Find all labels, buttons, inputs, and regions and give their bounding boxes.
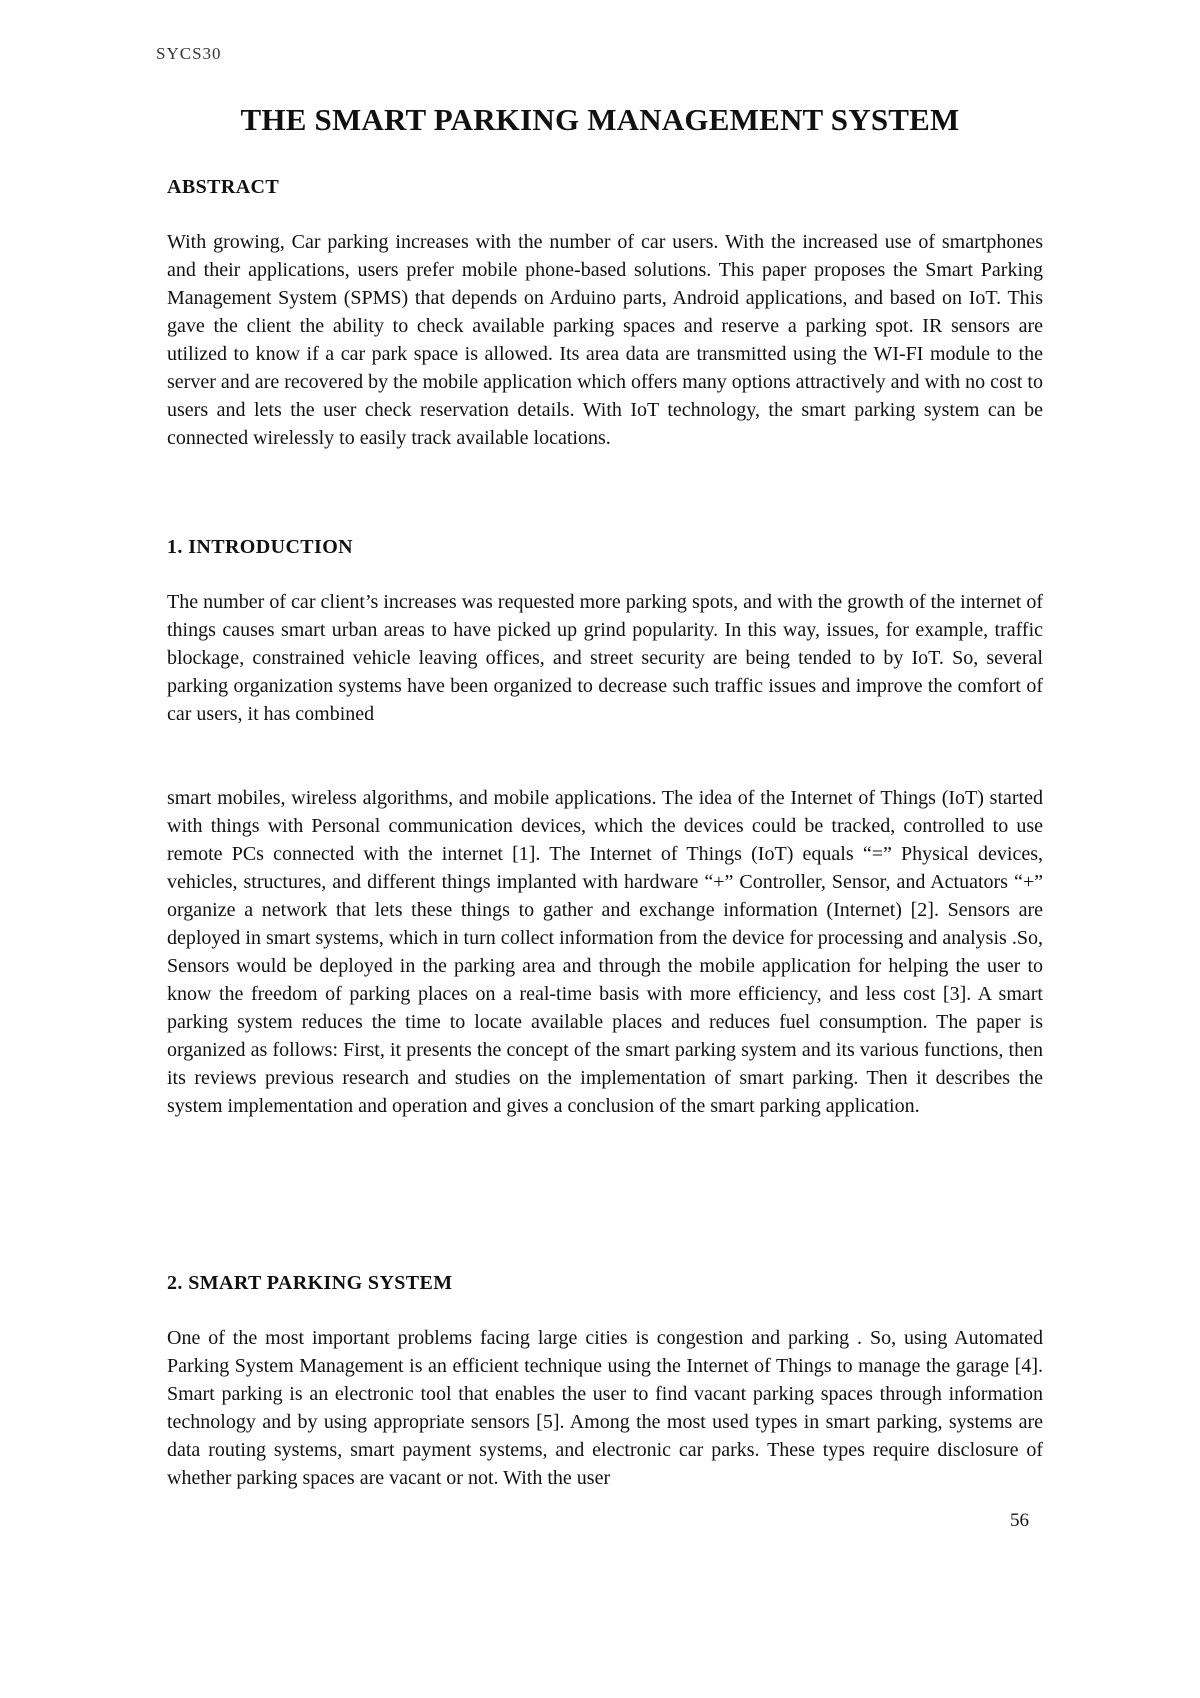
paper-title: THE SMART PARKING MANAGEMENT SYSTEM [240,102,960,137]
introduction-paragraph-2: smart mobiles, wireless algorithms, and mobile applications. The idea of the Internet of Things (IoT) started with things with Personal communication devices, which the devices could be tracked, controlled to use remote PCs connected with the internet [1]. The Internet of Things (IoT) equals “=” Physical devices, vehicles, structures, and different things implanted with hardware “+” Controller, Sensor, and Actuators “+” organize a network that lets these things to gather and exchange information (Internet) [2]. Sensors are deployed in smart systems, which in turn collect information from the device for processing and analysis .So, Sensors would be deployed in the parking area and through the mobile application for helping the user to know the freedom of parking places on a real-time basis with more efficiency, and less cost [3]. A smart parking system reduces the time to locate available places and reduces fuel consumption. The paper is organized as follows: First, it presents the concept of the smart parking system and its various functions, then its reviews previous research and studies on the implementation of smart parking. Then it describes the system implementation and operation and gives a conclusion of the smart parking application. [167,787,1043,1117]
running-head: SYCS30 [156,44,222,63]
smart-parking-heading: 2. SMART PARKING SYSTEM [167,1272,453,1294]
page-number: 56 [1010,1510,1029,1531]
abstract-text: With growing, Car parking increases with the number of car users. With the increased use of smartphones and their applications, users prefer mobile phone-based solutions. This paper proposes the Smart Parking Management System (SPMS) that depends on Arduino parts, Android applications, and based on IoT. This gave the client the ability to check available parking spaces and reserve a parking spot. IR sensors are utilized to know if a car park space is allowed. Its area data are transmitted using the WI-FI module to the server and are recovered by the mobile application which offers many options attractively and with no cost to users and lets the user check reservation details. With IoT technology, the smart parking system can be connected wirelessly to easily track available locations. [167,231,1043,449]
introduction-heading: 1. INTRODUCTION [167,536,354,558]
abstract-heading: ABSTRACT [167,176,280,198]
introduction-paragraph-1: The number of car client’s increases was requested more parking spots, and with the growth of the internet of things causes smart urban areas to have picked up grind popularity. In this way, issues, for example, traffic blockage, constrained vehicle leaving offices, and street security are being tended to by IoT. So, several parking organization systems have been organized to decrease such traffic issues and improve the comfort of car users, it has combined [167,591,1043,725]
smart-parking-paragraph-1: One of the most important problems facing large cities is congestion and parking . So, using Automated Parking System Management is an efficient technique using the Internet of Things to manage the garage [4]. Smart parking is an electronic tool that enables the user to find vacant parking spaces through information technology and by using appropriate sensors [5]. Among the most used types in smart parking, systems are data routing systems, smart payment systems, and electronic car parks. These types require disclosure of whether parking spaces are vacant or not. With the user [167,1327,1043,1489]
